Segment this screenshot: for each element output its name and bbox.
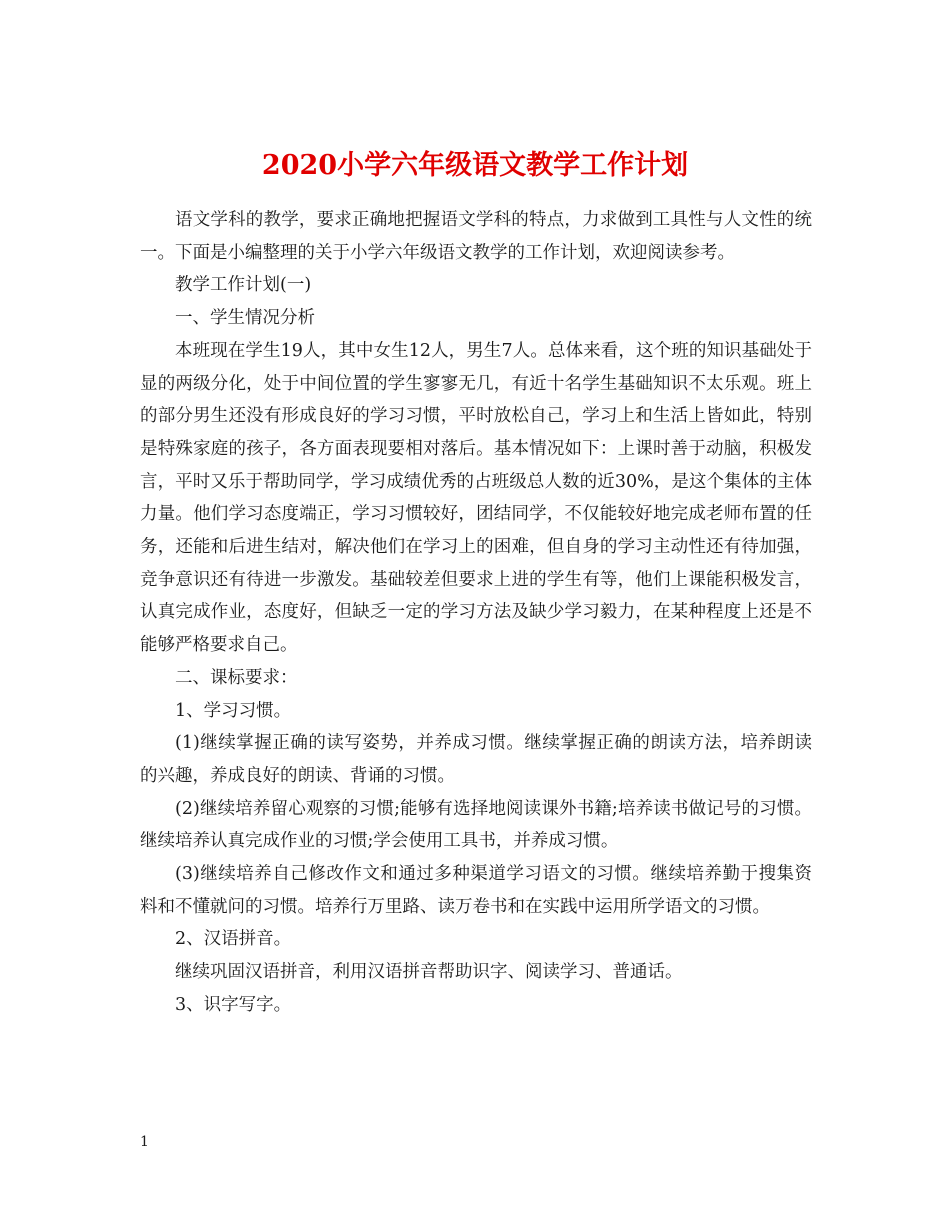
subheading-study-habits: 1、学习习惯。: [175, 700, 292, 721]
document-body: [140, 204, 812, 1022]
section-heading-plan-one: 教学工作计划(一): [175, 275, 312, 296]
section-heading-student-analysis: 一、学生情况分析: [175, 308, 315, 329]
page-title: 2020小学六年级语文教学工作计划: [261, 150, 689, 182]
pinyin-paragraph: 继续巩固汉语拼音，利用汉语拼音帮助识字、阅读学习、普通话。: [175, 962, 683, 983]
intro-paragraph: 语文学科的教学，要求正确地把握语文学科的特点，力求做到工具性与人文性的统一。下面是小编整理的关于小学六年级语文教学的工作计划，欢迎阅读参考。: [140, 210, 812, 263]
subheading-literacy-writing: 3、识字写字。: [175, 994, 292, 1015]
habit-item-1: (1)继续掌握正确的读写姿势，并养成习惯。继续掌握正确的朗读方法，培养朗读的兴趣，养成良好的朗读、背诵的习惯。: [140, 733, 812, 786]
student-analysis-paragraph: 本班现在学生19人，其中女生12人，男生7人。总体来看，这个班的知识基础处于显的两级分化，处于中间位置的学生寥寥无几，有近十名学生基础知识不太乐观。班上的部分男生还没有形成良好的学习习惯，平时放松自己，学习上和生活上皆如此，特别是特殊家庭的孩子，各方面表现要相对落后。基本情况如下：上课时善于动脑，积极发言，平时又乐于帮助同学，学习成绩优秀的占班级总人数的近30%，是这个集体的主体力量。他们学习态度端正，学习习惯较好，团结同学，不仅能较好地完成老师布置的任务，还能和后进生结对，解决他们在学习上的困难，但自身的学习主动性还有待加强，竞争意识还有待进一步激发。基础较差但要求上进的学生有等，他们上课能积极发言，认真完成作业，态度好，但缺乏一定的学习方法及缺少学习毅力，在某种程度上还是不能够严格要求自己。: [140, 340, 812, 656]
habit-item-2: (2)继续培养留心观察的习惯;能够有选择地阅读课外书籍;培养读书做记号的习惯。继续培养认真完成作业的习惯;学会使用工具书，并养成习惯。: [140, 798, 812, 852]
habit-item-3: (3)继续培养自己修改作文和通过多种渠道学习语文的习惯。继续培养勤于搜集资料和不懂就问的习惯。培养行万里路、读万卷书和在实践中运用所学语文的习惯。: [140, 864, 812, 917]
subheading-pinyin: 2、汉语拼音。: [175, 929, 292, 950]
page-number: 1: [140, 1134, 149, 1150]
section-heading-curriculum: 二、课标要求：: [175, 667, 298, 688]
